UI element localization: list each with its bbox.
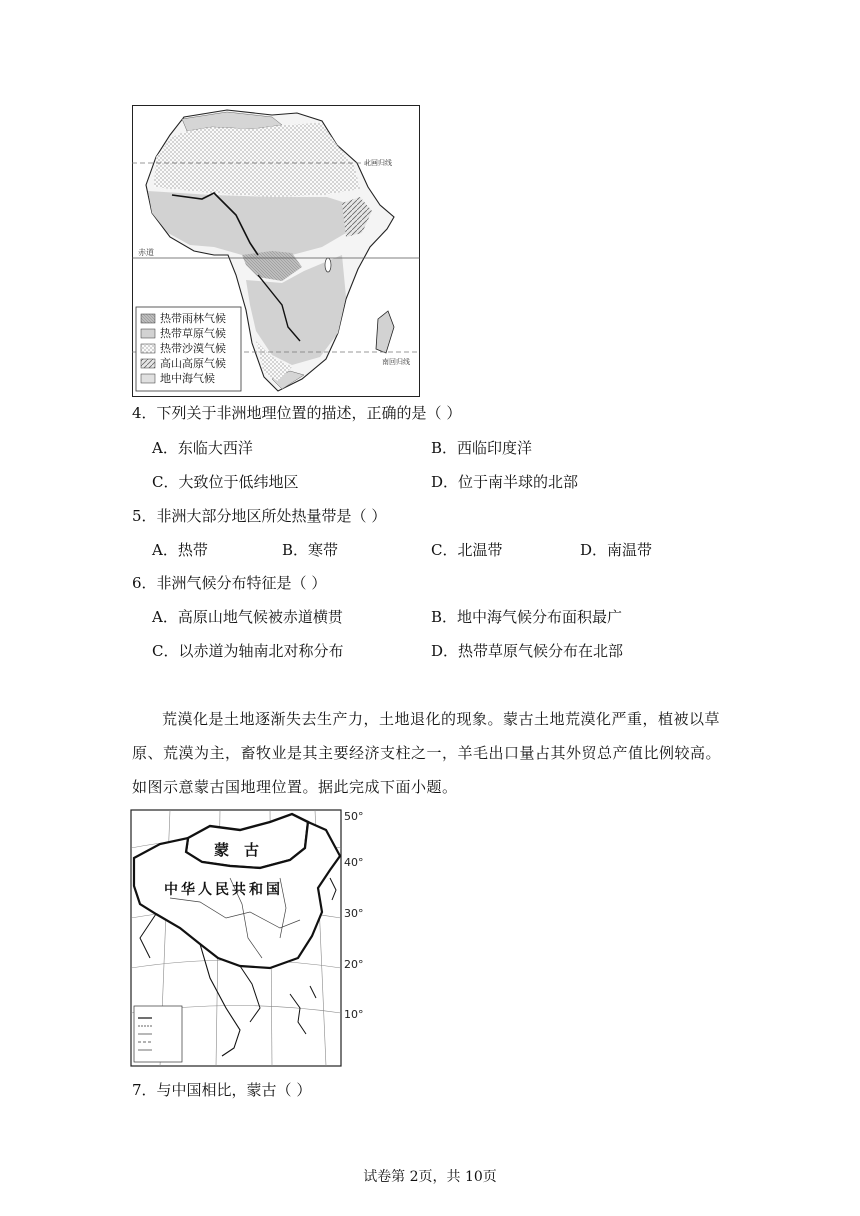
question-4-stem: 4．下列关于非洲地理位置的描述，正确的是（ ）	[132, 404, 462, 422]
question-4-option-a[interactable]: A．东临大西洋	[152, 439, 253, 457]
passage-mongolia: 荒漠化是土地逐渐失去生产力，土地退化的现象。蒙古土地荒漠化严重，植被以草原、荒漠为主，畜牧业是其主要经济支柱之一，羊毛出口量占其外贸总产值比例较高。如图示意蒙古国地理位置。据此完成下面小题。	[132, 710, 722, 796]
question-4-option-b[interactable]: B．西临印度洋	[431, 439, 533, 457]
legend-item-savanna: 热带草原气候	[160, 327, 226, 340]
question-6-option-b[interactable]: B．地中海气候分布面积最广	[431, 608, 623, 626]
tropic-north-label: 北回归线	[364, 159, 392, 167]
question-5-option-a[interactable]: A．热带	[152, 541, 208, 559]
question-7-stem: 7．与中国相比，蒙古（ ）	[132, 1081, 312, 1099]
equator-label: 赤道	[138, 248, 154, 257]
legend-item-rainforest: 热带雨林气候	[160, 312, 226, 325]
page-footer: 试卷第 2页，共 10页	[363, 1169, 497, 1185]
question-4-option-d[interactable]: D．位于南半球的北部	[431, 473, 579, 491]
question-6-stem: 6．非洲气候分布特征是（ ）	[132, 574, 327, 592]
country-label-china: 中华人民共和国	[164, 882, 283, 898]
question-5-option-d[interactable]: D．南温带	[580, 541, 653, 559]
question-6-option-c[interactable]: C．以赤道为轴南北对称分布	[152, 642, 344, 660]
legend-item-highland: 高山高原气候	[160, 357, 226, 370]
map-legend	[136, 307, 241, 391]
question-6-option-a[interactable]: A．高原山地气候被赤道横贯	[152, 608, 343, 626]
lat-label-30: 30°	[344, 907, 364, 920]
legend-item-mediterranean: 地中海气候	[160, 372, 215, 385]
tropic-south-label: 南回归线	[382, 358, 410, 366]
legend-item-desert: 热带沙漠气候	[160, 342, 226, 355]
question-4-option-c[interactable]: C．大致位于低纬地区	[152, 473, 299, 491]
lat-label-10: 10°	[344, 1008, 364, 1021]
africa-climate-map	[132, 105, 420, 397]
question-5-option-c[interactable]: C．北温带	[431, 541, 503, 559]
country-label-mongolia: 蒙 古	[214, 841, 260, 859]
question-5-option-b[interactable]: B．寒带	[282, 541, 339, 559]
question-5-stem: 5．非洲大部分地区所处热量带是（ ）	[132, 507, 387, 525]
mongolia-location-map	[130, 808, 374, 1068]
lat-label-50: 50°	[344, 810, 364, 823]
lat-label-20: 20°	[344, 958, 364, 971]
lat-label-40: 40°	[344, 856, 364, 869]
question-6-option-d[interactable]: D．热带草原气候分布在北部	[431, 642, 624, 660]
